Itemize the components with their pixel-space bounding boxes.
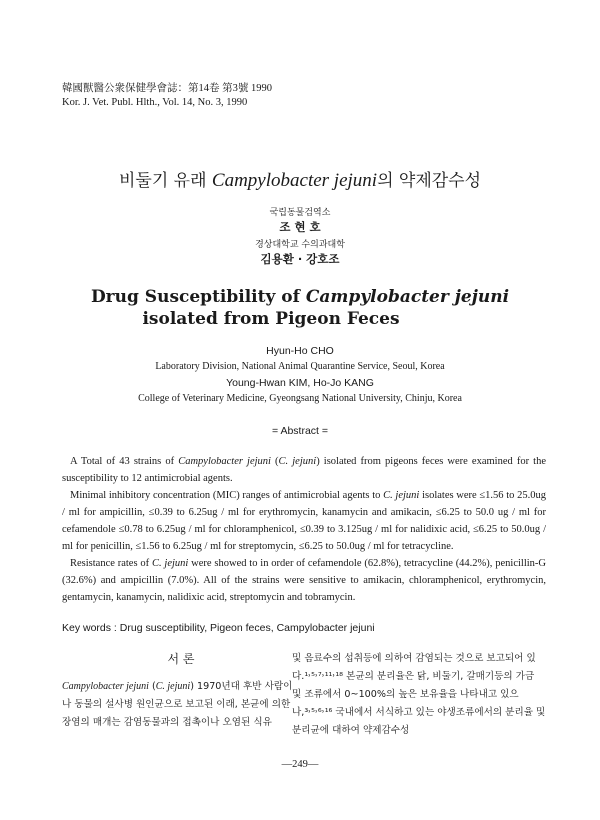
english-affiliation-1: Laboratory Division, National Animal Quarantine Service, Seoul, Korea: [155, 361, 445, 372]
intro-left-column: [62, 650, 300, 732]
keywords: Key words : Drug susceptibility, Pigeon feces, Campylobacter jejuni: [62, 622, 375, 634]
english-title-line2: isolated from Pigeon Feces: [142, 309, 400, 329]
page-number: —249—: [281, 759, 319, 770]
abstract-heading: = Abstract =: [271, 425, 329, 437]
intro-right-text: 및 음료수의 섭취등에 의하여 감염되는 것으로 보고되어 있다.¹˒⁵˒⁷˒¹¹˒¹⁸ 본균의 분리율은 닭, 비둘기, 갈매기등의 가금 및 조류에서 0~100%의 높은 보유율을 나타내고 있으나,³˒⁵˒⁶˒¹⁶ 국내에서 서식하고 있는 야생조류에서의 분리율 및 분리균에 대하여 약제감수성: [292, 653, 546, 736]
intro-left-text: Campylobacter jejuni (C. jejuni) 1970년대 후반 사람이나 동물의 설사병 원인균으로 보고된 이래, 본균에 의한 장염의 매개는 감염동물과의 접촉이나 오염된 식유: [62, 681, 293, 728]
abstract-paragraph-1: A Total of 43 strains of Campylobacter jejuni (C. jejuni) isolated from pigeons feces were examined for the susceptibility to 12 antimicrobial agents.: [62, 456, 546, 484]
korean-title-species: Campylobacter jejuni: [211, 170, 378, 191]
korean-author-2: 김용환 · 강호조: [260, 252, 340, 266]
journal-header: [62, 82, 272, 110]
korean-affiliation-1: 국립동물검역소: [269, 208, 331, 218]
intro-right-column: [292, 650, 546, 740]
korean-title: [0, 166, 600, 192]
english-author-1: Hyun-Ho CHO: [266, 345, 334, 357]
korean-title-suffix: 의 약제감수성: [377, 171, 482, 191]
journal-line-english: Kor. J. Vet. Publ. Hlth., Vol. 14, No. 3, 1990: [62, 97, 248, 108]
abstract-body: [62, 453, 546, 606]
korean-affiliation-2: 경상대학교 수의과대학: [255, 240, 345, 250]
english-title-line1: Drug Susceptibility of Campylobacter jejuni: [90, 287, 510, 307]
abstract-paragraph-3: Resistance rates of C. jejuni were showed to in order of cefamendole (62.8%), tetracycline (44.2%), penicillin-G (32.6%) and ampicillin (7.0%). All of the strains were sensitive to amikacin, chloramphenicol, erythromycin, gentamycin, kanamycin, nalidixic acid, streptomycin and tobramycin.: [62, 558, 546, 603]
english-affiliation-2: College of Veterinary Medicine, Gyeongsang National University, Chinju, Korea: [138, 393, 462, 404]
journal-line-korean: 韓國獸醫公衆保健學會誌：第14卷 第3號 1990: [62, 83, 272, 94]
english-title: [0, 286, 600, 330]
korean-title-prefix: 비둘기 유래: [118, 171, 212, 191]
english-author-2: Young-Hwan KIM, Ho-Jo KANG: [226, 377, 374, 389]
intro-heading: 서 론: [167, 652, 195, 666]
abstract-paragraph-2: Minimal inhibitory concentration (MIC) ranges of antimicrobial agents to C. jejuni isolates were ≤1.56 to 25.0ug / ml for ampicillin, ≤0.39 to 6.25ug / ml for erythromycin, kanamycin and amikacin, ≤6.25 to 50.0 ug / ml for cefamendole ≤0.78 to 6.25ug / ml for chloramphenicol, ≤0.39 to 3.125ug / ml for nalidixic acid, ≤6.25 to 50.0ug / ml for penicillin, ≤1.56 to 6.25ug / ml for streptomycin, ≤6.25 to 50.0ug / ml for tetracycline.: [62, 490, 546, 552]
korean-author-1: 조 현 호: [279, 220, 321, 234]
